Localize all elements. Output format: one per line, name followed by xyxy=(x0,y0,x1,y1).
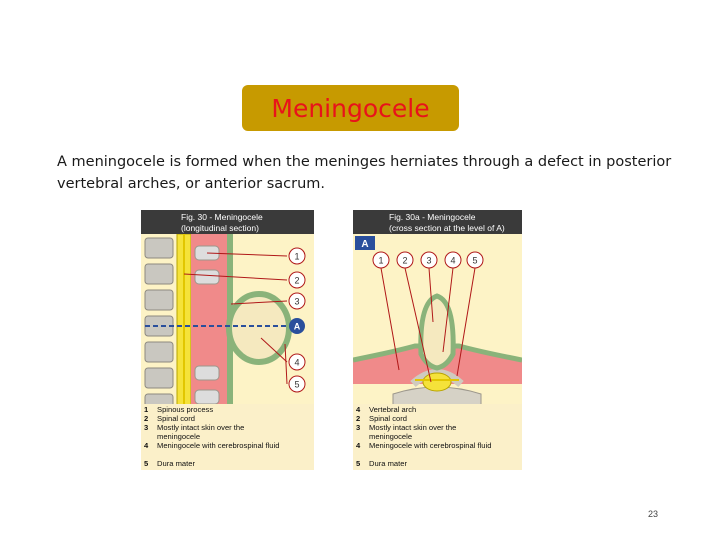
legend-item: 4 Meningocele with cerebrospinal fluid xyxy=(356,441,492,450)
figure-left-header-line2: (longitudinal section) xyxy=(181,223,259,233)
legend-item: 5 Dura mater xyxy=(144,459,195,468)
figure-cross-section xyxy=(353,210,522,470)
legend-item: 4 Vertebral arch xyxy=(356,405,417,414)
marker-1: 1 xyxy=(378,255,384,266)
legend-item: 1 Spinous process xyxy=(144,405,214,414)
marker-3: 3 xyxy=(294,296,300,307)
marker-4: 4 xyxy=(450,255,456,266)
marker-2: 2 xyxy=(294,275,300,286)
page-number: 23 xyxy=(648,509,659,519)
figure-right-header xyxy=(353,210,522,234)
marker-a: A xyxy=(293,321,301,332)
level-a-badge: A xyxy=(361,239,369,250)
figure-left-header-line1: Fig. 30 - Meningocele xyxy=(181,212,263,222)
marker-1: 1 xyxy=(294,251,300,262)
marker-2: 2 xyxy=(402,255,408,266)
figure-right-header-line1: Fig. 30a - Meningocele xyxy=(389,212,476,222)
figure-right-header-line2: (cross section at the level of A) xyxy=(389,223,505,233)
figure-left-header xyxy=(141,210,314,234)
cross-section-illustration xyxy=(353,234,522,410)
legend-item: 4 Meningocele with cerebrospinal fluid xyxy=(144,441,280,450)
legend-item: 3 Mostly intact skin over the meningocele xyxy=(144,423,245,441)
legend-item: 2 Spinal cord xyxy=(356,414,407,423)
figure-longitudinal xyxy=(141,210,314,470)
marker-3: 3 xyxy=(426,255,432,266)
figure-left-legend xyxy=(141,404,314,470)
figure-right-legend xyxy=(353,404,522,470)
longitudinal-section-illustration xyxy=(141,234,314,410)
title-box xyxy=(242,85,459,131)
marker-4: 4 xyxy=(294,357,300,368)
legend-item: 2 Spinal cord xyxy=(144,414,195,423)
marker-5: 5 xyxy=(294,379,300,390)
slide-body-text: A meningocele is formed when the meninges herniates through a defect in posterior vertebral arches, or anterior sacrum. xyxy=(57,154,672,192)
slide-title: Meningocele xyxy=(271,93,430,123)
legend-item: 3 Mostly intact skin over the meningocele xyxy=(356,423,457,441)
legend-item: 5 Dura mater xyxy=(356,459,407,468)
marker-5: 5 xyxy=(472,255,478,266)
